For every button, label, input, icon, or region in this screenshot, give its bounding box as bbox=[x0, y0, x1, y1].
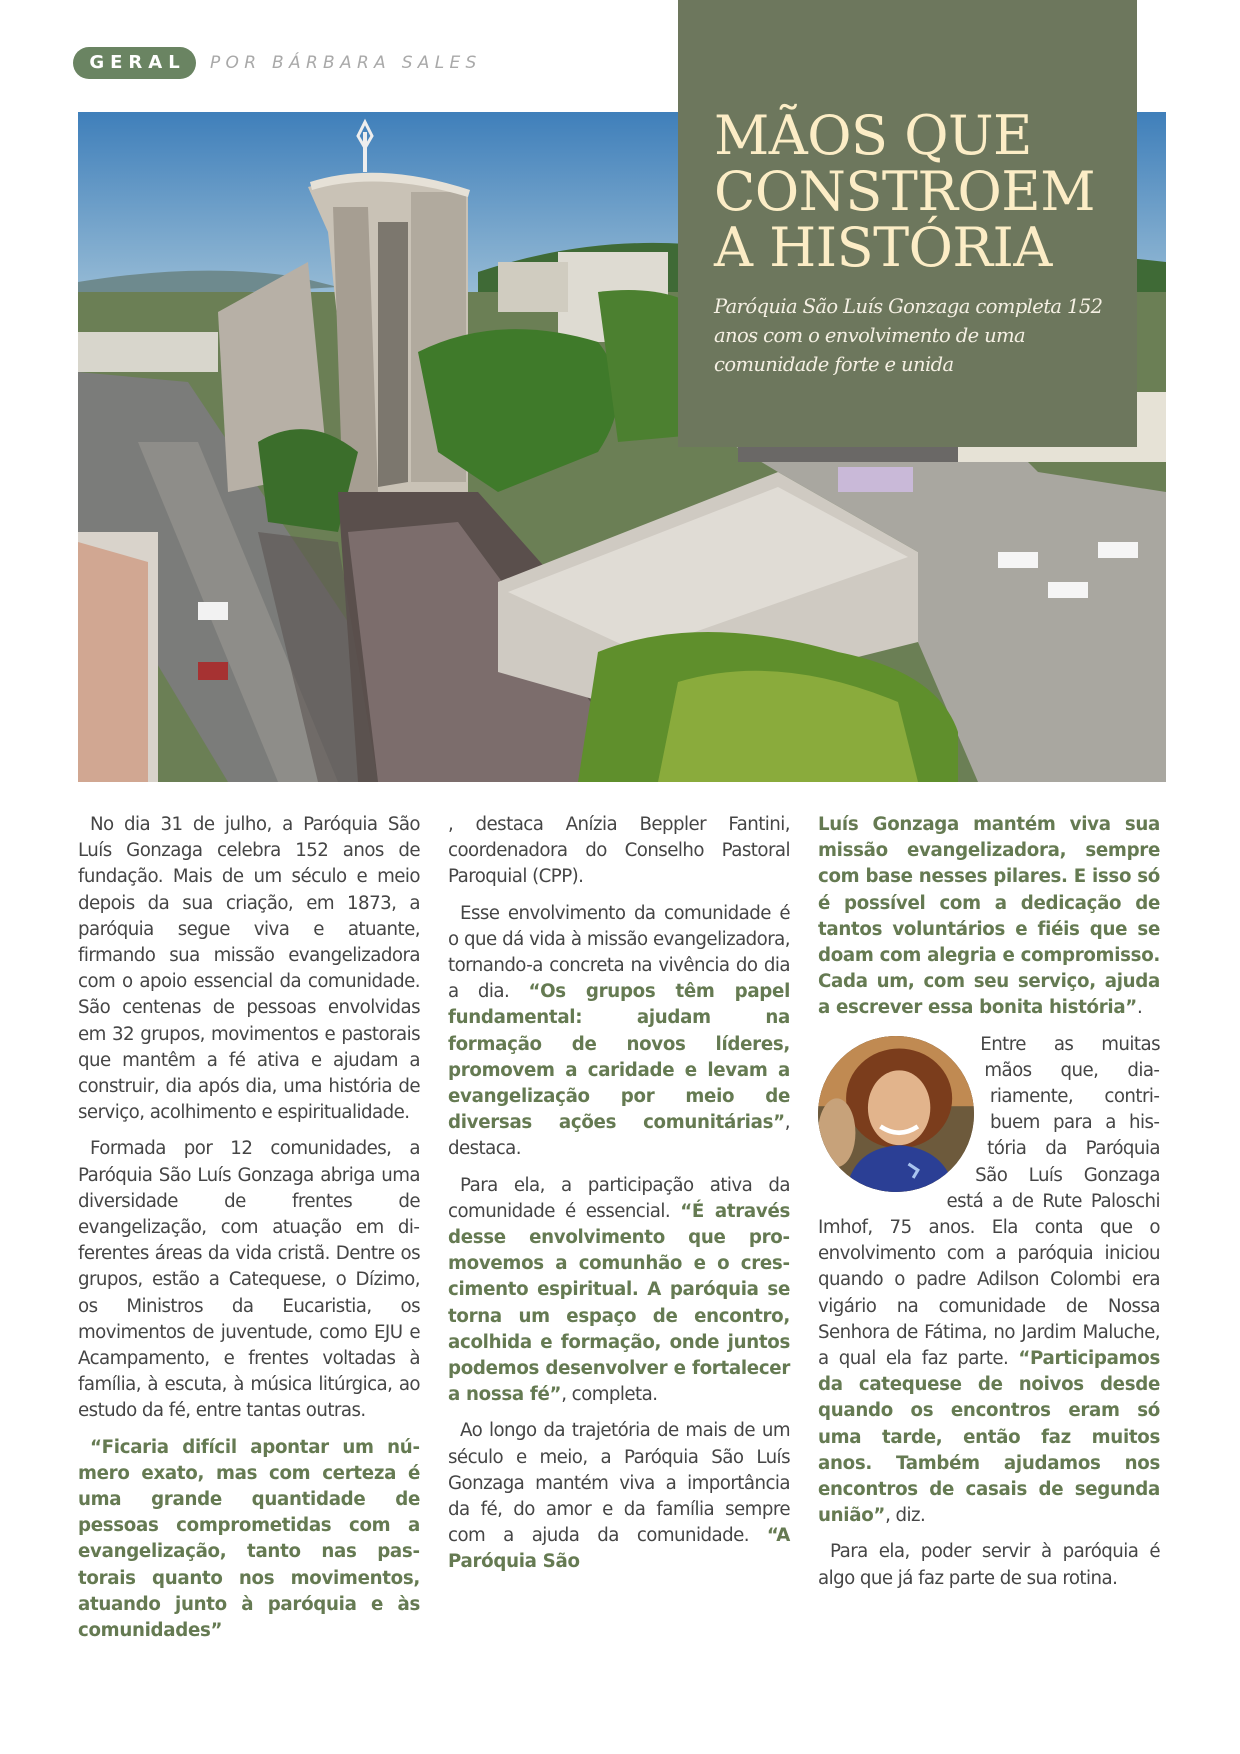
paragraph: Para ela, poder servir à paróquia é algo que já faz parte de sua rotina. bbox=[818, 1541, 1160, 1589]
quote-attribution: , destaca. bbox=[448, 1112, 790, 1160]
paragraph bbox=[818, 1032, 1160, 1530]
pull-quote: “A Paróquia São bbox=[448, 1525, 790, 1573]
paragraph-text: Entre as muitas mãos que, diariamente, contribuem para a história da Paróquia São Luís Gonzaga está a de Rute Paloschi Imhof, 75 anos. Ela conta que o envolvimento com a paróquia iniciou quando o padre Adilson Colombi era vigário na comunidade de Nossa Senhora de Fátima, no Jardim Maluche, a qual ela faz parte. bbox=[818, 1033, 1160, 1370]
quote-attribution: , destaca Anízia Beppler Fantini, coordenadora do Conselho Pastoral Paroquial (CPP). bbox=[448, 814, 790, 888]
paragraph-text: Esse envolvimento da comunidade é o que dá vida à missão evangelizadora, tornando-a concreta na vivência do dia a dia. bbox=[448, 902, 790, 1003]
paragraph bbox=[448, 1418, 790, 1575]
pull-quote: “É através desse envolvimento que promovemos a comunhão e o crescimento espiritual. A paróquia se torna um espaço de encontro, acolhida e formação, onde juntos podemos desenvolver e fortalecer a nossa fé” bbox=[448, 1200, 791, 1406]
paragraph bbox=[818, 812, 1160, 1022]
paragraph-text: Para ela, a participação ativa da comunidade é essencial. bbox=[448, 1174, 790, 1222]
paragraph bbox=[448, 812, 790, 891]
article-headline bbox=[714, 104, 1107, 279]
pull-quote: Luís Gonzaga mantém viva sua missão evangelizadora, sempre com base nesses pilares. E isso só é possível com a dedicação de tantos voluntários e fiéis que se doam com alegria e compromisso. Cada um, com seu serviço, ajuda a escrever essa bonita história” bbox=[818, 814, 1160, 1019]
article-column-2 bbox=[448, 812, 790, 1586]
pull-quote: “Participamos da catequese de noivos desde quando os encontros eram só uma tarde, então faz muitos anos. Também ajudamos nos encontros de casais de segunda união” bbox=[818, 1348, 1160, 1527]
section-tag: GERAL bbox=[73, 47, 196, 79]
paragraph-text: Ao longo da trajetória de mais de um século e meio, a Paróquia São Luís Gonzaga mantém viva a importância da fé, do amor e da família sempre com a ajuda da comunidade. bbox=[448, 1420, 790, 1547]
headline-line: MÃOS QUE bbox=[714, 104, 1032, 167]
pull-quote: “Os grupos têm papel fundamental: ajudam na formação de novos líderes, promovem a caridade e levam a evangelização por meio de diversas ações comunitárias” bbox=[448, 981, 790, 1134]
quote-attribution: , diz. bbox=[885, 1505, 926, 1527]
paragraph-quote bbox=[78, 1435, 420, 1645]
paragraph bbox=[448, 1173, 790, 1409]
quote-attribution: , completa. bbox=[561, 1384, 658, 1406]
pull-quote: “Ficaria difícil apontar um número exato, mas com certeza é uma grande quantidade de pessoas comprometidas com a evangelização, tanto nas pastorais quanto nos movimentos, atuando junto à paróquia e às comunidades” bbox=[78, 1436, 420, 1642]
title-box bbox=[678, 0, 1137, 447]
paragraph bbox=[448, 901, 790, 1163]
article-column-3 bbox=[818, 812, 1160, 1602]
portrait-photo bbox=[818, 1036, 974, 1192]
headline-line: CONSTROEM bbox=[714, 160, 1095, 223]
portrait-illustration bbox=[818, 1036, 974, 1192]
author-byline: POR BÁRBARA SALES bbox=[210, 53, 482, 73]
paragraph: Formada por 12 comunidades, a Paróquia São Luís Gonzaga abriga uma diversidade de frentes de evangelização, com atuação em diferentes áreas da vida cristã. Dentre os grupos, estão a Catequese, o Dízimo, os Ministros da Eucaristia, os movimentos de juventude, como EJU e Acampamento, e frentes voltadas à família, à escuta, à música litúrgica, ao estudo da fé, entre tantas outras. bbox=[78, 1138, 420, 1422]
article-subheadline: Paróquia São Luís Gonzaga completa 152 anos com o envolvimento de uma comunidade forte e unida bbox=[714, 295, 1103, 376]
paragraph: No dia 31 de julho, a Paróquia São Luís Gonzaga celebra 152 anos de fundação. Mais de um século e meio depois da sua criação, em 1873, a paróquia segue viva e atuante, firmando sua missão evangelizadora com o apoio essencial da comunidade. São centenas de pessoas envolvidas em 32 grupos, movimentos e pastorais que mantêm a fé ativa e ajudam a construir, dia após dia, uma história de serviço, acolhimento e espiritualidade. bbox=[78, 814, 420, 1124]
article-column-1 bbox=[78, 812, 420, 1654]
headline-line: A HISTÓRIA bbox=[714, 216, 1052, 279]
quote-attribution: . bbox=[1136, 997, 1143, 1019]
